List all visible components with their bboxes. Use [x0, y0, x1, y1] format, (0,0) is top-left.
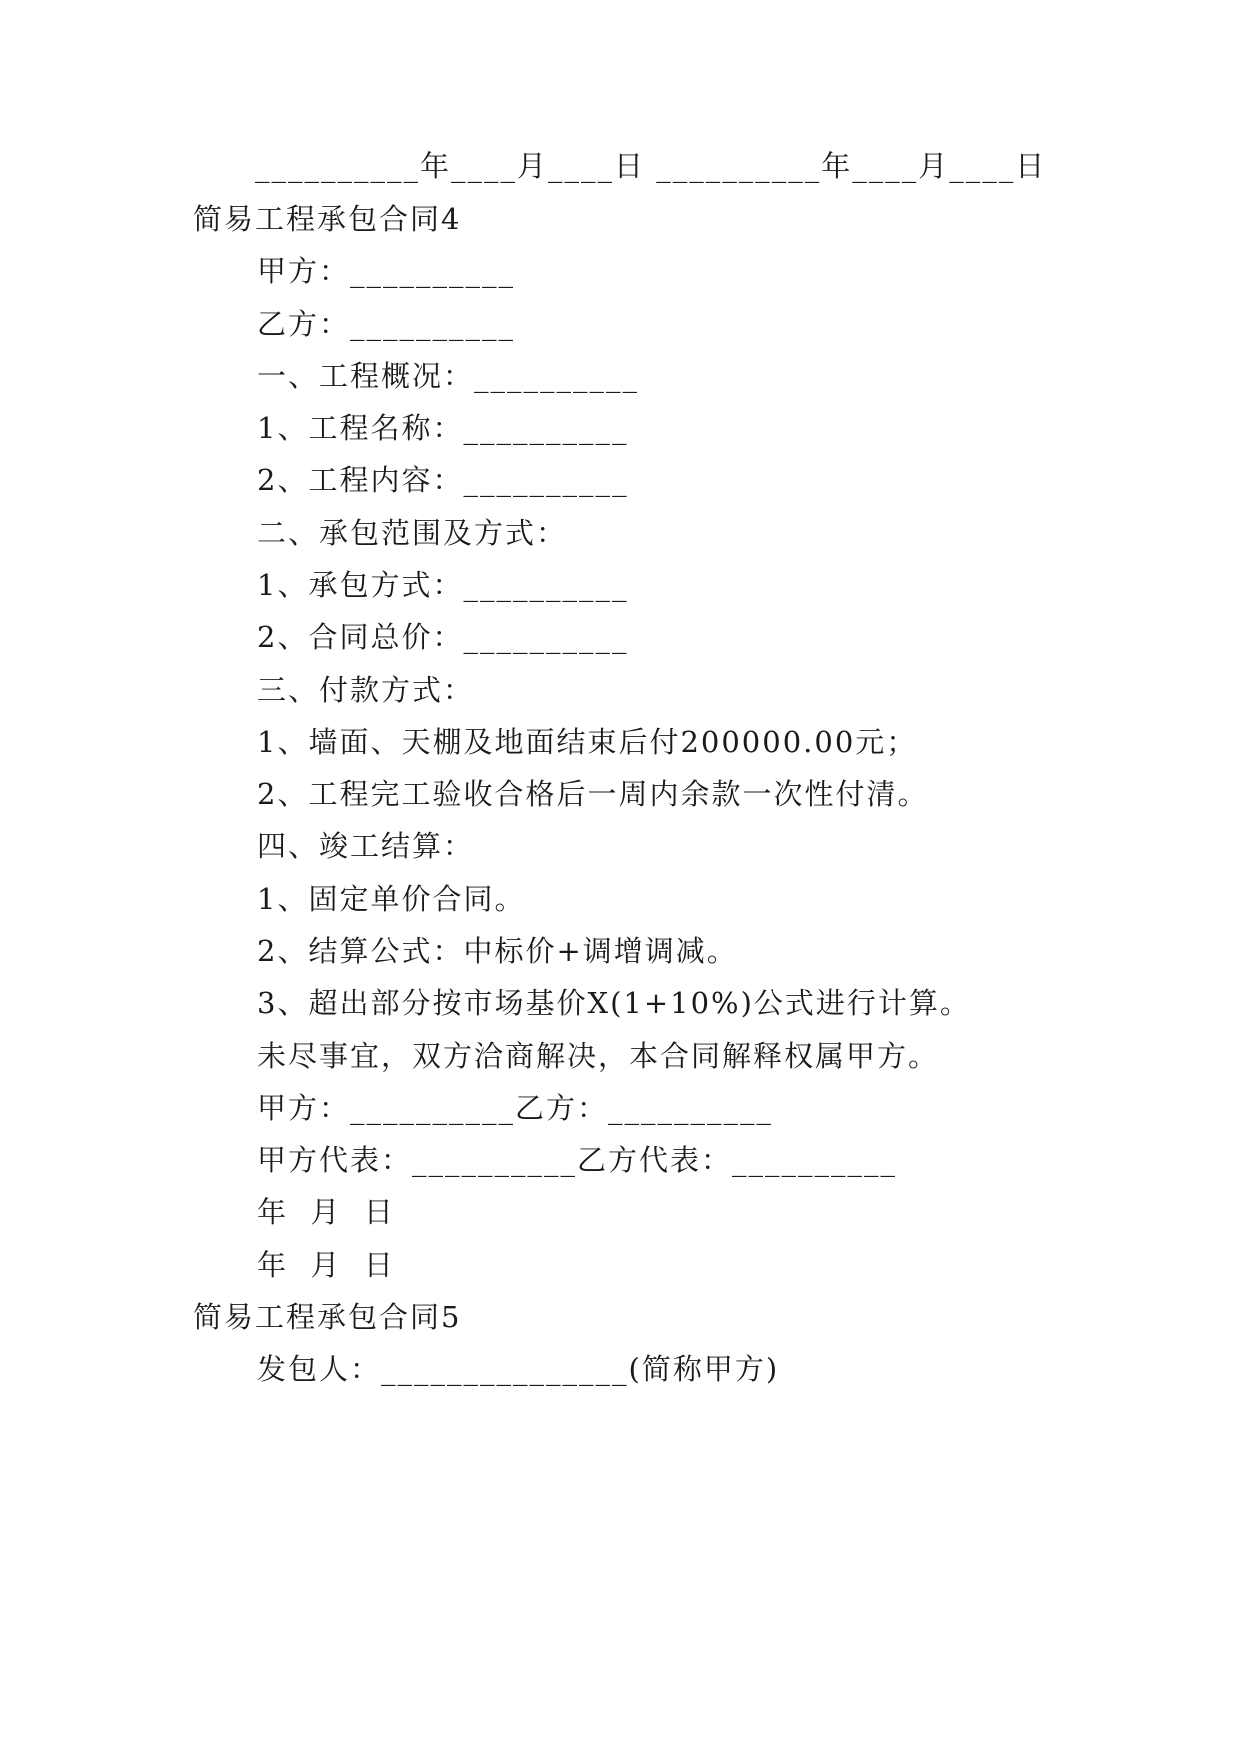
date-party-a: 年 月 日: [257, 1195, 395, 1229]
contract-4-title: 简易工程承包合同4: [193, 202, 462, 236]
closing-clause: 未尽事宜，双方洽商解决，本合同解释权属甲方。: [257, 1039, 940, 1073]
contract-method-field: 1、承包方式：__________: [257, 568, 629, 602]
scope-heading: 二、承包范围及方式：: [257, 516, 568, 550]
signature-parties: 甲方：__________乙方：__________: [257, 1091, 774, 1125]
signature-date-line: __________年____月____日 __________年____月____日: [255, 149, 1047, 183]
project-content-field: 2、工程内容：__________: [257, 463, 629, 497]
payment-item-2: 2、工程完工验收合格后一周内余款一次性付清。: [257, 777, 929, 811]
date-party-b: 年 月 日: [257, 1248, 395, 1282]
payment-heading: 三、付款方式：: [257, 673, 475, 707]
total-price-field: 2、合同总价：__________: [257, 620, 629, 654]
settlement-item-2: 2、结算公式：中标价+调增调减。: [257, 934, 738, 968]
settlement-item-1: 1、固定单价合同。: [257, 882, 526, 916]
settlement-heading: 四、竣工结算：: [257, 829, 475, 863]
party-b-field: 乙方：__________: [257, 307, 516, 341]
project-name-field: 1、工程名称：__________: [257, 411, 629, 445]
settlement-item-3: 3、超出部分按市场基价X(1+10%)公式进行计算。: [257, 986, 971, 1020]
contract-5-title: 简易工程承包合同5: [193, 1300, 462, 1334]
signature-representatives: 甲方代表：__________乙方代表：__________: [257, 1143, 898, 1177]
party-a-field: 甲方：__________: [257, 254, 516, 288]
employer-field: 发包人：_______________(简称甲方): [257, 1352, 780, 1386]
project-overview-heading: 一、工程概况：__________: [257, 359, 640, 393]
payment-item-1: 1、墙面、天棚及地面结束后付200000.00元；: [257, 725, 918, 759]
